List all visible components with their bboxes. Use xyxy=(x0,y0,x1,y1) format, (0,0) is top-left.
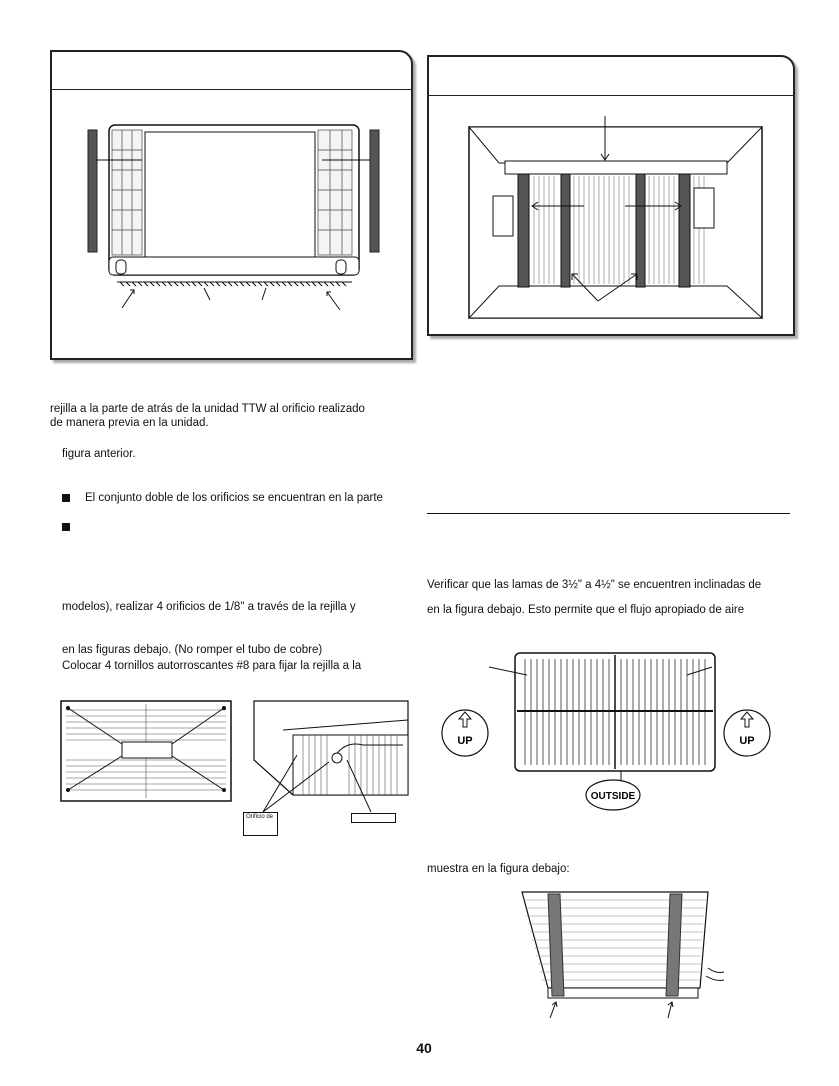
right-paragraph-2: en la figura debajo. Esto permite que el flujo apropiado de aire xyxy=(427,604,745,616)
left-paragraph-2: figura anterior. xyxy=(62,448,136,460)
hole-caption-text: Orificio de xyxy=(246,814,274,820)
panel-header xyxy=(52,52,411,90)
section-divider xyxy=(427,513,790,514)
unit-with-side-panels-diagram xyxy=(52,90,411,358)
bar-3 xyxy=(636,174,645,287)
left-paragraph-3-line-1: modelos), realizar 4 orificios de 1/8" a través de la rejilla y xyxy=(62,601,356,613)
outside-label: OUTSIDE xyxy=(590,791,636,802)
left-paragraph-3-line-2: en las figuras debajo. (No romper el tubo de cobre) xyxy=(62,644,323,656)
up-badge-right xyxy=(724,710,770,756)
rear-grille-screw-diagram xyxy=(60,700,232,802)
bullet-square-icon xyxy=(62,494,70,502)
pointer-arrows xyxy=(122,288,340,310)
outside-badge xyxy=(586,780,640,810)
sealant-hatch xyxy=(117,282,352,286)
left-side-panel xyxy=(88,130,97,252)
grille-with-straps-diagram xyxy=(510,888,725,1018)
right-paragraph-1: Verificar que las lamas de 3½" a 4½" se encuentren inclinadas de xyxy=(427,579,762,591)
page-number: 40 xyxy=(416,1040,432,1056)
right-side-panel xyxy=(370,130,379,252)
left-paragraph-1-line-1: rejilla a la parte de atrás de la unidad TTW al orificio realizado xyxy=(50,403,365,415)
figure-panel-sleeve xyxy=(427,55,795,336)
copper-tube-hole-diagram xyxy=(253,700,409,812)
up-badge-left xyxy=(442,710,488,756)
bullet-1-text: El conjunto doble de los orificios se encuentran en la parte xyxy=(85,492,383,504)
left-paragraph-3-line-3: Colocar 4 tornillos autorroscantes #8 para fijar la rejilla a la xyxy=(62,660,362,672)
up-label-left: UP xyxy=(457,735,473,747)
right-paragraph-3: muestra en la figura debajo: xyxy=(427,863,570,875)
sleeve-with-bars-diagram xyxy=(429,96,793,334)
left-coil xyxy=(112,130,142,255)
bullet-square-icon xyxy=(62,523,70,531)
louver-direction-diagram xyxy=(427,645,797,815)
panel-header xyxy=(429,57,793,96)
hole-caption-box xyxy=(243,812,278,836)
up-label-right: UP xyxy=(739,735,755,747)
left-paragraph-1-line-2: de manera previa en la unidad. xyxy=(50,417,209,429)
bar-2 xyxy=(561,174,570,287)
figure-panel-unit-sides xyxy=(50,50,413,360)
right-coil xyxy=(318,130,352,255)
bar-1 xyxy=(518,174,529,287)
tube-caption-box xyxy=(351,813,396,823)
bar-4 xyxy=(679,174,690,287)
